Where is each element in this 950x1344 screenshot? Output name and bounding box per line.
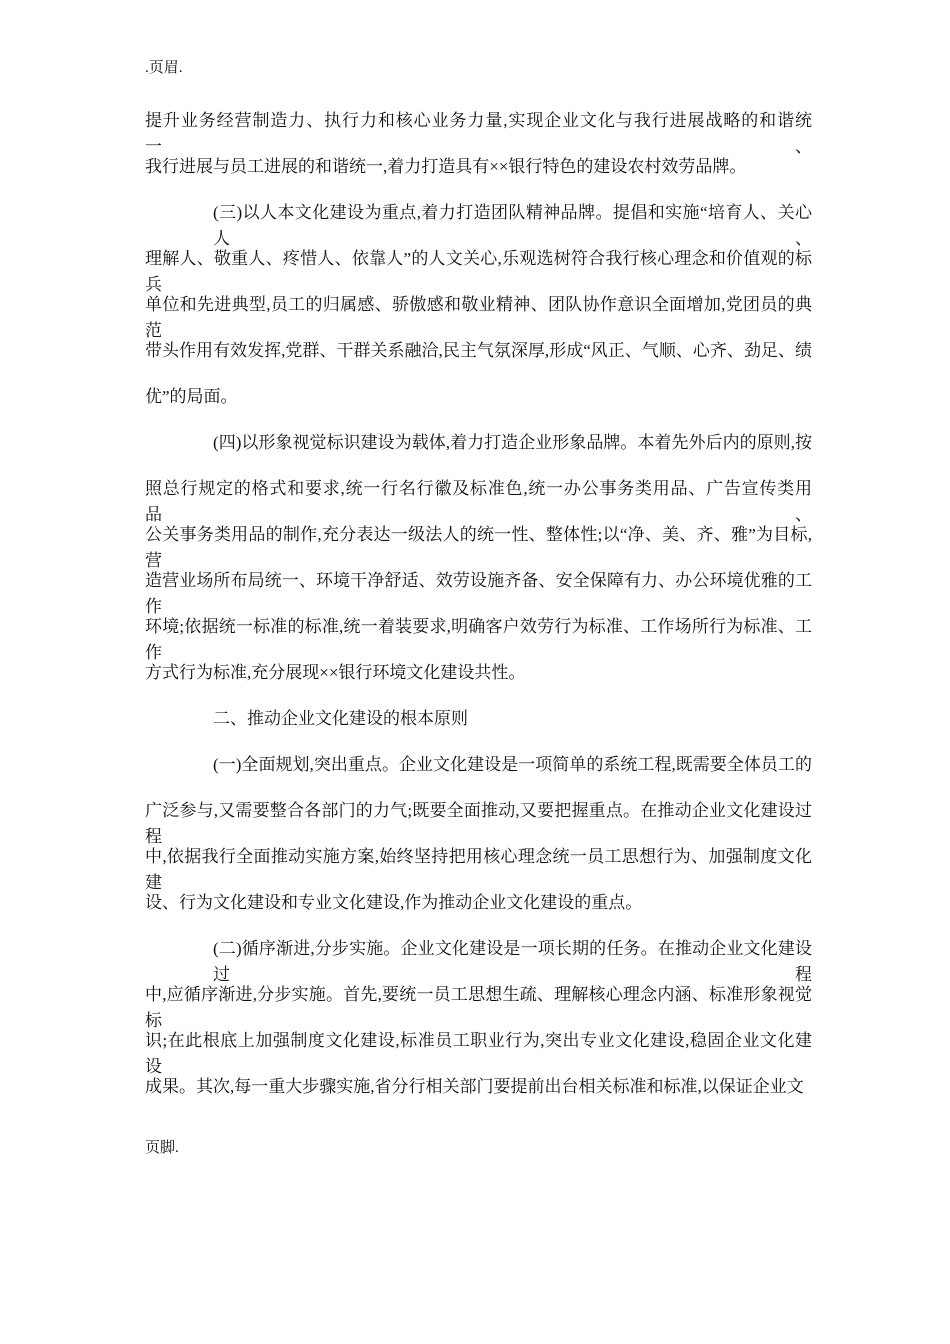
text-line: 优”的局面。 — [145, 387, 238, 406]
text-line: 中,依据我行全面推动实施方案,始终坚持把用核心理念统一员工思想行为、加强制度文化建 — [145, 847, 812, 892]
text-line: (三)以人本文化建设为重点,着力打造团队精神品牌。提倡和实施“培育人、关心人、 — [213, 203, 812, 248]
text-line: 公关事务类用品的制作,充分表达一级法人的统一性、整体性;以“净、美、齐、雅”为目标,营 — [145, 525, 812, 570]
text-line: 照总行规定的格式和要求,统一行名行徽及标准色,统一办公事务类用品、广告宣传类用品、 — [145, 479, 812, 524]
text-line: 提升业务经营制造力、执行力和核心业务力量,实现企业文化与我行进展战略的和谐统一、 — [145, 111, 812, 156]
text-line: 带头作用有效发挥,党群、干群关系融洽,民主气氛深厚,形成“风正、气顺、心齐、劲足、绩 — [145, 341, 812, 360]
paragraph — [145, 752, 812, 936]
text-line: 方式行为标准,充分展现××银行环境文化建设共性。 — [145, 663, 526, 682]
text-line: 广泛参与,又需要整合各部门的力气;既要全面推动,又要把握重点。在推动企业文化建设过程 — [145, 801, 812, 846]
text-line: 理解人、敬重人、疼惜人、依靠人”的人文关心,乐观选树符合我行核心理念和价值观的标兵 — [145, 249, 812, 294]
paragraph — [145, 430, 812, 706]
text-line: 造营业场所布局统一、环境干净舒适、效劳设施齐备、安全保障有力、办公环境优雅的工作 — [145, 571, 812, 616]
text-line: 环境;依据统一标准的标准,统一着装要求,明确客户效劳行为标准、工作场所行为标准、工作 — [145, 617, 812, 662]
text-line: (二)循序渐进,分步实施。企业文化建设是一项长期的任务。在推动企业文化建设过 程 — [213, 939, 812, 984]
text-line: (一)全面规划,突出重点。企业文化建设是一项简单的系统工程,既需要全体员工的 — [213, 755, 812, 774]
text-line: 设、行为文化建设和专业文化建设,作为推动企业文化建设的重点。 — [145, 893, 643, 912]
paragraph — [145, 108, 812, 200]
paragraph — [145, 706, 812, 752]
page-footer: 页脚. — [145, 1140, 179, 1156]
text-line: 中,应循序渐进,分步实施。首先,要统一员工思想生疏、理解核心理念内涵、标准形象视觉标 — [145, 985, 812, 1030]
text-line: 二、推动企业文化建设的根本原则 — [213, 709, 468, 728]
page-header: .页眉. — [145, 60, 183, 76]
document-body — [145, 108, 812, 1120]
text-line: (四)以形象视觉标识建设为载体,着力打造企业形象品牌。本着先外后内的原则,按 — [213, 433, 812, 452]
paragraph — [145, 936, 812, 1120]
text-line: 我行进展与员工进展的和谐统一,着力打造具有××银行特色的建设农村效劳品牌。 — [145, 157, 747, 176]
text-line: 识;在此根底上加强制度文化建设,标准员工职业行为,突出专业文化建设,稳固企业文化建 设 — [145, 1031, 812, 1076]
text-line: 成果。其次,每一重大步骤实施,省分行相关部门要提前出台相关标准和标准,以保证企业文 — [145, 1077, 804, 1096]
text-line: 单位和先进典型,员工的归属感、骄傲感和敬业精神、团队协作意识全面增加,党团员的典范 — [145, 295, 812, 340]
paragraph — [145, 200, 812, 430]
